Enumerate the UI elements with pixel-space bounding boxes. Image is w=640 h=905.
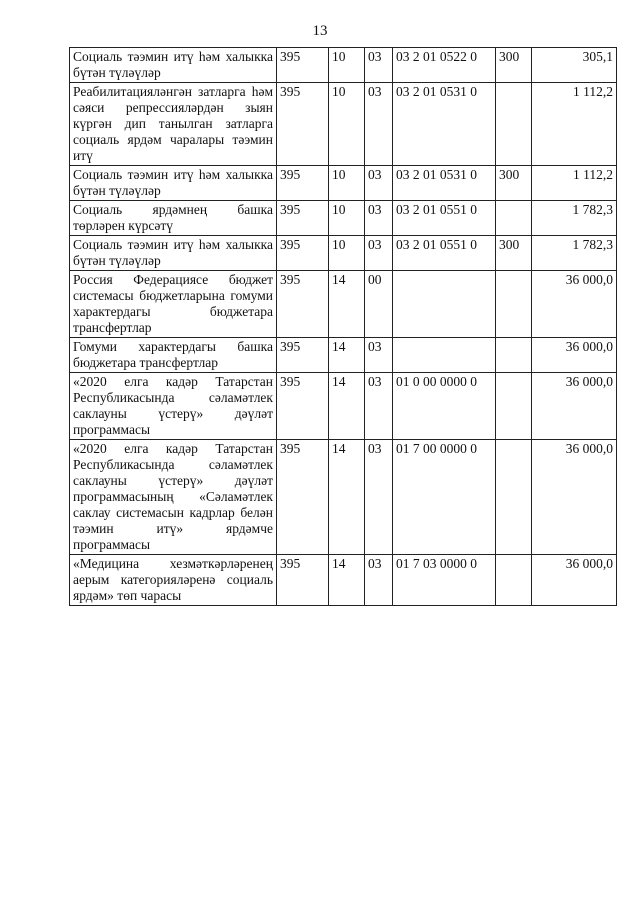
ministry-code: 395	[277, 338, 329, 373]
item-name: Реабилитацияләнгән затларга һәм сәяси репрессияләрдән зыян күргән дип танылган затларга социаль ярдәм чаралары тәэмин итү	[70, 83, 277, 166]
ministry-code: 395	[277, 201, 329, 236]
subsection-code: 03	[365, 440, 393, 555]
ministry-code: 395	[277, 48, 329, 83]
ministry-code: 395	[277, 166, 329, 201]
expense-type-code	[496, 440, 532, 555]
target-item-code: 03 2 01 0551 0	[393, 236, 496, 271]
amount: 36 000,0	[532, 271, 617, 338]
target-item-code: 03 2 01 0531 0	[393, 166, 496, 201]
ministry-code: 395	[277, 83, 329, 166]
amount: 36 000,0	[532, 373, 617, 440]
amount: 36 000,0	[532, 440, 617, 555]
amount: 1 112,2	[532, 83, 617, 166]
subsection-code: 03	[365, 201, 393, 236]
subsection-code: 03	[365, 338, 393, 373]
page-number: 13	[312, 23, 328, 39]
item-name: Социаль тәэмин итү һәм халыкка бүтән түләүләр	[70, 48, 277, 83]
target-item-code: 01 7 03 0000 0	[393, 555, 496, 606]
item-name: Гомуми характердагы башка бюджетара трансфертлар	[70, 338, 277, 373]
subsection-code: 03	[365, 555, 393, 606]
section-code: 14	[329, 555, 365, 606]
section-code: 14	[329, 338, 365, 373]
section-code: 10	[329, 83, 365, 166]
item-name: «2020 елга кадәр Татарстан Республикасында сәламәтлек саклауны үстерү» дәүләт программасы	[70, 373, 277, 440]
subsection-code: 03	[365, 48, 393, 83]
section-code: 10	[329, 166, 365, 201]
table-row	[70, 555, 617, 606]
ministry-code: 395	[277, 440, 329, 555]
table-row	[70, 440, 617, 555]
amount: 36 000,0	[532, 338, 617, 373]
amount: 1 112,2	[532, 166, 617, 201]
target-item-code: 01 7 00 0000 0	[393, 440, 496, 555]
amount: 1 782,3	[532, 236, 617, 271]
section-code: 14	[329, 440, 365, 555]
section-code: 10	[329, 236, 365, 271]
table-row	[70, 83, 617, 166]
table-row	[70, 271, 617, 338]
subsection-code: 03	[365, 373, 393, 440]
section-code: 14	[329, 373, 365, 440]
expense-type-code	[496, 555, 532, 606]
target-item-code	[393, 338, 496, 373]
ministry-code: 395	[277, 271, 329, 338]
target-item-code: 03 2 01 0551 0	[393, 201, 496, 236]
table-row	[70, 166, 617, 201]
amount: 305,1	[532, 48, 617, 83]
subsection-code: 00	[365, 271, 393, 338]
target-item-code: 03 2 01 0522 0	[393, 48, 496, 83]
item-name: Россия Федерациясе бюджет системасы бюджетларына гомуми характердагы бюджетара трансфертлар	[70, 271, 277, 338]
item-name: Социаль тәэмин итү һәм халыкка бүтән түләүләр	[70, 236, 277, 271]
table-row	[70, 201, 617, 236]
expense-type-code	[496, 338, 532, 373]
expense-type-code: 300	[496, 236, 532, 271]
target-item-code: 03 2 01 0531 0	[393, 83, 496, 166]
amount: 36 000,0	[532, 555, 617, 606]
section-code: 10	[329, 201, 365, 236]
target-item-code	[393, 271, 496, 338]
ministry-code: 395	[277, 236, 329, 271]
budget-table	[69, 47, 617, 606]
expense-type-code	[496, 83, 532, 166]
table-row	[70, 48, 617, 83]
amount: 1 782,3	[532, 201, 617, 236]
table-row	[70, 236, 617, 271]
item-name: Социаль тәэмин итү һәм халыкка бүтән түләүләр	[70, 166, 277, 201]
ministry-code: 395	[277, 555, 329, 606]
subsection-code: 03	[365, 83, 393, 166]
table-row	[70, 338, 617, 373]
expense-type-code	[496, 373, 532, 440]
expense-type-code: 300	[496, 166, 532, 201]
item-name: «Медицина хезмәткәрләренең аерым категорияләренә социаль ярдәм» төп чарасы	[70, 555, 277, 606]
subsection-code: 03	[365, 166, 393, 201]
table-row	[70, 373, 617, 440]
target-item-code: 01 0 00 0000 0	[393, 373, 496, 440]
item-name: Социаль ярдәмнең башка төрләрен күрсәтү	[70, 201, 277, 236]
item-name: «2020 елга кадәр Татарстан Республикасында сәламәтлек саклауны үстерү» дәүләт программасының «Сәламәтлек саклау системасын кадрлар белән тәэмин итү» ярдәмче программасы	[70, 440, 277, 555]
ministry-code: 395	[277, 373, 329, 440]
expense-type-code	[496, 271, 532, 338]
subsection-code: 03	[365, 236, 393, 271]
section-code: 14	[329, 271, 365, 338]
section-code: 10	[329, 48, 365, 83]
expense-type-code: 300	[496, 48, 532, 83]
expense-type-code	[496, 201, 532, 236]
